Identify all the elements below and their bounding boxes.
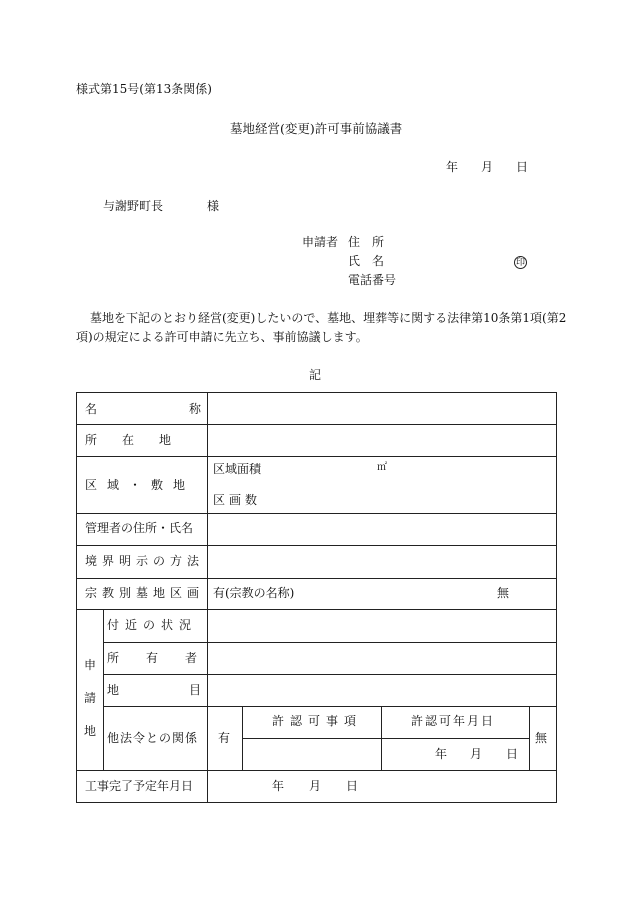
applicant-phone-label: 電話番号 <box>348 273 397 287</box>
ki-heading: 記 <box>309 368 322 382</box>
applicant-label: 申請者 <box>302 235 339 249</box>
completion-year-label: 年 <box>272 779 285 793</box>
applicant-address-label: 住 所 <box>348 235 385 249</box>
addressee: 与謝野町長 <box>103 199 164 213</box>
completion-month-label: 月 <box>309 779 322 793</box>
date-month-label: 月 <box>481 160 494 174</box>
row-owner-label: 所有者 <box>107 651 225 665</box>
date-day-label: 日 <box>516 160 529 174</box>
body-text-line-1: 墓地を下記のとおり経営(変更)したいので、墓地、埋葬等に関する法律第10条第1項(第2 <box>90 311 567 325</box>
permit-items-header: 許認可事項 <box>272 714 363 728</box>
row-area-label: 区域・敷地 <box>85 478 196 492</box>
seal-mark: 印 <box>515 258 525 268</box>
other-laws-yes-text: 有 <box>218 731 231 745</box>
plot-count-label: 区画数 <box>213 493 262 507</box>
applicant-name-label: 氏 名 <box>348 254 385 268</box>
row-other-laws-label: 他法令との関係 <box>107 731 199 745</box>
row-religion-label: 宗教別墓地区画 <box>85 586 205 600</box>
completion-day-label: 日 <box>346 779 359 793</box>
permit-day-label: 日 <box>506 747 519 761</box>
row-name-label <box>85 403 201 415</box>
row-manager-label: 管理者の住所・氏名 <box>85 521 194 535</box>
row-surroundings-label: 付近の状況 <box>107 618 198 632</box>
religion-yes-text: 有(宗教の名称) <box>213 586 295 600</box>
body-text-line-2: 項)の規定による許可申請に先立ち、事前協議します。 <box>76 330 368 344</box>
row-name-char-1: 称 <box>188 402 201 416</box>
row-location-label: 所在地 <box>85 433 197 447</box>
addressee-honorific: 様 <box>207 199 220 213</box>
other-laws-no-text: 無 <box>535 731 548 745</box>
form-number-label: 様式第15号(第13条関係) <box>76 82 212 96</box>
permit-year-label: 年 <box>435 747 448 761</box>
religion-no-text: 無 <box>497 586 510 600</box>
row-land-category-label: 地目 <box>107 683 272 697</box>
permit-date-header: 許認可年月日 <box>411 714 496 728</box>
row-name-char-0: 名 <box>85 402 98 416</box>
application-details-table <box>76 392 557 803</box>
row-completion-label: 工事完了予定年月日 <box>85 779 194 793</box>
application-land-label: 申請地 <box>84 658 97 738</box>
row-boundary-label: 境界明示の方法 <box>85 554 205 568</box>
document-title: 墓地経営(変更)許可事前協議書 <box>230 121 403 136</box>
area-size-label: 区域面積 <box>213 462 262 476</box>
date-year-label: 年 <box>446 160 459 174</box>
area-unit-label: ㎡ <box>377 462 387 473</box>
permit-month-label: 月 <box>470 747 483 761</box>
